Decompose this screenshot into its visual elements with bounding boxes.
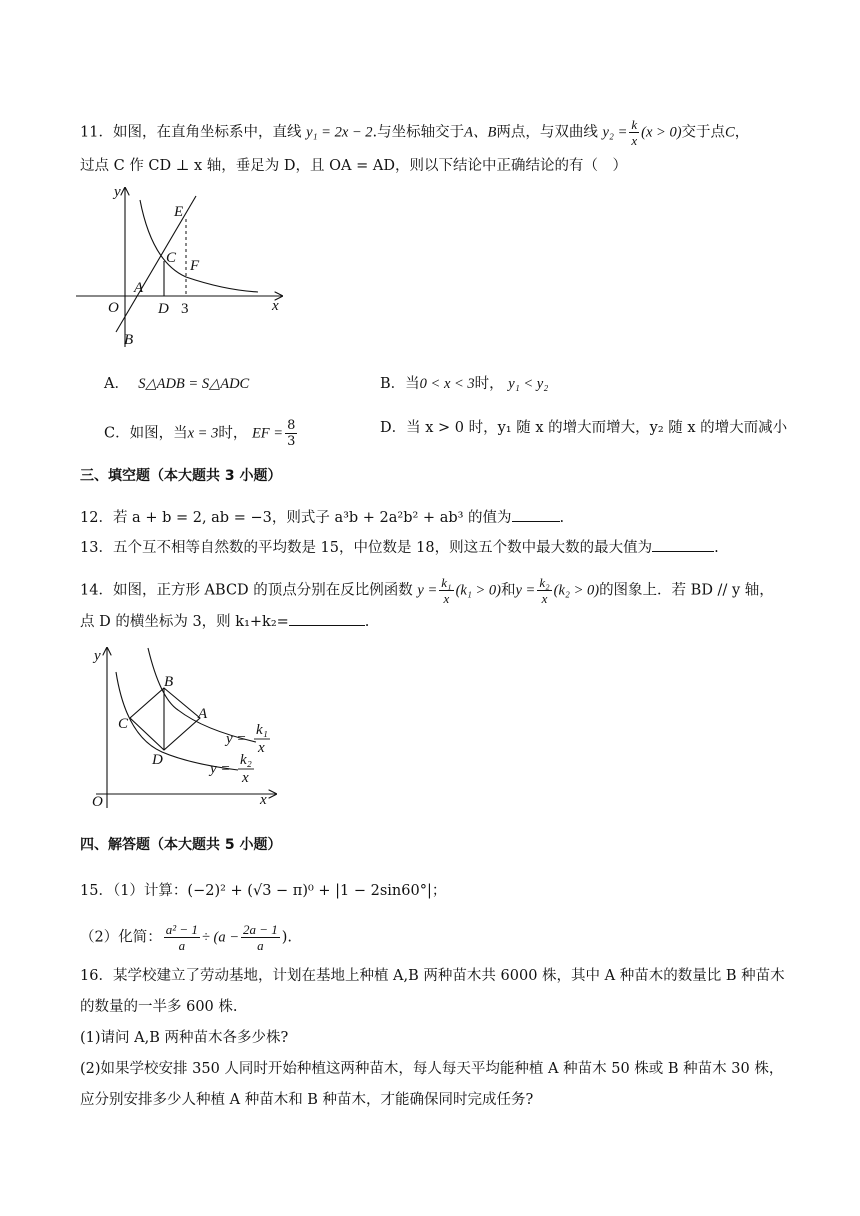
square-abcd — [130, 688, 200, 750]
q11-figure — [74, 182, 294, 352]
label-y-k1: y = — [226, 731, 247, 747]
q15-fraction1: $\frac{\text{a² − 1}}{a}$ — [165, 922, 198, 953]
q16-line2: 的数量的一半多 600 株. — [80, 999, 238, 1015]
label-k1-x: x — [258, 740, 265, 756]
label-e: E — [174, 204, 184, 220]
label-y: y — [114, 184, 121, 200]
q11-number: 11． — [80, 124, 113, 141]
label-d: D — [158, 301, 169, 317]
q11-line2: 过点 C 作 CD ⊥ x 轴，垂足为 D，且 OA = AD，则以下结论中正确结论的有（ ） — [80, 158, 627, 174]
hyperbola-fraction: $\frac{k}{x}$ — [631, 117, 638, 148]
label-o: O — [92, 794, 103, 810]
label-k2-x: x — [242, 770, 249, 786]
q14-line1: 14．如图，正方形 ABCD 的顶点分别在反比例函数 y = $\frac{\text{k₁}}{x}$ (k₁ > 0)和y = $\frac{\text{k₂}}{x}$ (k₂ > 0)的图象上．若 BD // y 轴， — [80, 575, 774, 606]
q11-option-b: B．当0 < x < 3时， y₁ < y₂ — [380, 376, 549, 392]
q12: 12．若 a + b = 2, ab = −3，则式子 a³b + 2a²b² + ab³ 的值为 . — [80, 507, 564, 528]
q11-option-c: C．如图，当x = 3时， EF = $\frac{8}{3}$ — [104, 418, 296, 449]
label-c: C — [118, 716, 129, 732]
q16-line3: (1)请问 A,B 两种苗木各多少株? — [80, 1030, 289, 1046]
label-a: A — [134, 280, 144, 296]
q15-fraction2: $\frac{2a - 1}{a}$ — [242, 922, 278, 953]
q16-line4: (2)如果学校安排 350 人同时开始种植这两种苗木，每人每天平均能种植 A 种苗木 50 株或 B 种苗木 30 株， — [80, 1061, 784, 1077]
q15-part1: 15．（1）计算：(−2)² + (√3 − π)⁰ + |1 − 2sin60°|； — [80, 883, 447, 899]
f2-fraction: $\frac{\text{k₂}}{x}$ — [539, 575, 550, 606]
label-c: C — [166, 250, 177, 266]
line-equation: y₁ = 2x − 2 — [306, 124, 373, 141]
q13: 13．五个互不相等自然数的平均数是 15，中位数是 18，则这五个数中最大数的最大值为 . — [80, 537, 719, 558]
q11-option-a: A． S△ADB = S△ADC — [104, 376, 250, 392]
label-k2: k₂ — [240, 752, 252, 768]
q14-figure — [86, 642, 286, 812]
q16-line5: 应分别安排多少人种植 A 种苗木和 B 种苗木，才能确保同时完成任务? — [80, 1092, 534, 1108]
q11-line1: 11．如图，在直角坐标系中，直线 y₁ = 2x − 2.与坐标轴交于A、B两点，与双曲线 y₂ = $\frac{k}{x}$ (x > 0)交于点C， — [80, 117, 750, 148]
label-d: D — [152, 752, 163, 768]
q14-answer-blank — [289, 611, 365, 626]
label-k1: k₁ — [256, 722, 268, 738]
label-f: F — [190, 258, 200, 274]
label-y: y — [94, 648, 101, 664]
f1-fraction: $\frac{\text{k₁}}{x}$ — [441, 575, 452, 606]
q14-line2: 点 D 的横坐标为 3，则 k₁+k₂= . — [80, 611, 369, 632]
section-4-heading: 四、解答题（本大题共 5 小题） — [80, 837, 282, 853]
label-b: B — [124, 332, 134, 348]
label-y-k2: y = — [210, 761, 231, 777]
hyperbola-curve — [140, 200, 258, 292]
label-3: 3 — [181, 301, 189, 317]
q12-answer-blank — [512, 507, 560, 522]
q13-answer-blank — [652, 537, 714, 552]
label-o: O — [108, 300, 119, 316]
curve-k2 — [116, 672, 238, 770]
q16-line1: 16．某学校建立了劳动基地，计划在基地上种植 A,B 两种苗木共 6000 株，其中 A 种苗木的数量比 B 种苗木 — [80, 968, 785, 984]
q15-part2: （2）化简： $\frac{\text{a² − 1}}{a}$ ÷ (a − $\frac{2a - 1}{a}$ ). — [80, 922, 293, 953]
q11-option-d: D．当 x > 0 时，y₁ 随 x 的增大而增大，y₂ 随 x 的增大而减小 — [380, 420, 788, 436]
label-a: A — [198, 706, 208, 722]
label-b: B — [164, 674, 174, 690]
label-x: x — [272, 298, 279, 314]
section-3-heading: 三、填空题（本大题共 3 小题） — [80, 468, 282, 484]
ef-fraction: $\frac{8}{3}$ — [287, 418, 296, 449]
label-x: x — [260, 792, 267, 808]
